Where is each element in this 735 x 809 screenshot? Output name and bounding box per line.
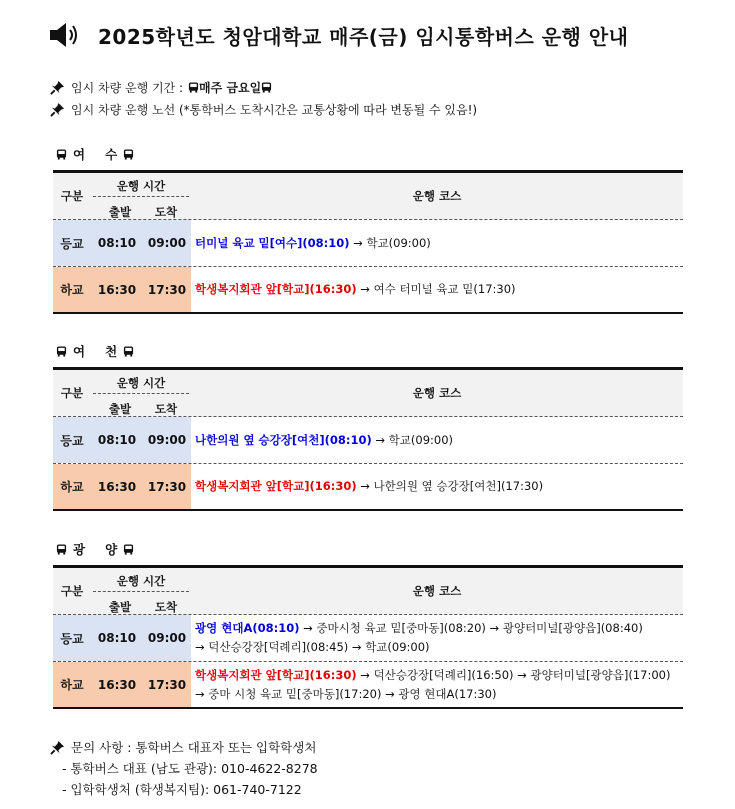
section-name-part: 양 bbox=[105, 542, 118, 557]
contact-title: 문의 사항 : 통학버스 대표자 또는 입학학생처 bbox=[71, 740, 317, 755]
row-arrival: 17:30 bbox=[147, 282, 187, 297]
course-rest: → 나한의원 옆 승강장[여천](17:30) bbox=[356, 479, 544, 493]
course-start: 학생복지회관 앞[학교](16:30) bbox=[195, 667, 357, 682]
header-departure: 출발 bbox=[108, 600, 132, 614]
course-cell bbox=[191, 662, 683, 707]
header-arrival: 도착 bbox=[154, 205, 178, 219]
table-header bbox=[53, 170, 683, 220]
table-row-go bbox=[53, 220, 683, 267]
row-arrival: 17:30 bbox=[147, 479, 187, 494]
table-row-go bbox=[53, 615, 683, 662]
row-arrival: 09:00 bbox=[147, 433, 187, 447]
row-departure: 08:10 bbox=[97, 631, 137, 645]
course-line bbox=[195, 280, 683, 299]
course-line bbox=[195, 619, 683, 638]
course-start: 학생복지회관 앞[학교](16:30) bbox=[195, 282, 357, 296]
course-cell bbox=[191, 464, 683, 509]
route-table-yeosu bbox=[53, 170, 683, 314]
time-cell bbox=[53, 662, 191, 707]
course-rest: → 중마시청 육교 밑[중마동](08:20) → 광양터미널[광양읍](08:40) bbox=[299, 621, 643, 635]
pushpin-icon bbox=[50, 740, 65, 755]
header-course: 운행 코스 bbox=[412, 584, 462, 598]
info-route bbox=[50, 101, 477, 118]
section-head-yeosu bbox=[50, 145, 140, 163]
course-rest: → 학교(09:00) bbox=[349, 235, 431, 250]
course-line bbox=[195, 685, 683, 704]
course-start: 터미널 육교 밑[여수](08:10) bbox=[195, 235, 350, 250]
period-label: 임시 차량 운행 기간 : bbox=[71, 81, 184, 95]
period-value: 매주 금요일 bbox=[199, 81, 262, 95]
bus-icon bbox=[56, 544, 67, 555]
bus-icon bbox=[56, 149, 67, 160]
bus-icon bbox=[56, 346, 67, 357]
route-table-gwangyang bbox=[53, 565, 683, 709]
course-rest: → 여수 터미널 육교 밑(17:30) bbox=[356, 282, 516, 296]
contact-section bbox=[50, 737, 318, 800]
pushpin-icon bbox=[50, 102, 65, 117]
row-type: 하교 bbox=[60, 480, 84, 494]
row-departure: 16:30 bbox=[97, 677, 137, 692]
table-row-back bbox=[53, 464, 683, 511]
time-cell bbox=[53, 464, 191, 509]
page-title: 2025학년도 청암대학교 매주(금) 임시통학버스 운행 안내 bbox=[98, 24, 629, 49]
course-line bbox=[195, 477, 683, 496]
section-name-part: 천 bbox=[105, 344, 118, 359]
time-cell bbox=[53, 220, 191, 266]
bus-icon bbox=[188, 82, 199, 93]
speaker-icon bbox=[48, 20, 82, 50]
header-course: 운행 코스 bbox=[412, 386, 462, 400]
course-cell bbox=[191, 417, 683, 463]
course-line bbox=[195, 638, 683, 657]
page-title-row bbox=[48, 16, 628, 54]
header-divider bbox=[93, 591, 189, 592]
course-cell bbox=[191, 615, 683, 661]
table-header bbox=[53, 367, 683, 417]
course-line bbox=[195, 431, 683, 450]
row-departure: 16:30 bbox=[97, 479, 137, 494]
route-label: 임시 차량 운행 노선 (*통학버스 도착시간은 교통상황에 따라 변동될 수 있음!) bbox=[71, 103, 478, 117]
time-cell bbox=[53, 615, 191, 661]
table-row-back bbox=[53, 662, 683, 709]
header-divider bbox=[93, 393, 189, 394]
header-departure: 출발 bbox=[108, 402, 132, 416]
course-start: 학생복지회관 앞[학교](16:30) bbox=[195, 479, 357, 493]
course-start: 광영 현대A(08:10) bbox=[195, 621, 300, 635]
course-rest: → 덕산승강장[덕례리](16:50) → 광양터미널[광양읍](17:00) bbox=[356, 667, 671, 682]
course-start: 나한의원 옆 승강장[여천](08:10) bbox=[195, 432, 372, 447]
bus-icon bbox=[123, 544, 134, 555]
header-gubun: 구분 bbox=[60, 189, 84, 203]
row-arrival: 09:00 bbox=[147, 631, 187, 645]
row-departure: 08:10 bbox=[97, 433, 137, 447]
section-name-part: 여 bbox=[73, 147, 86, 162]
header-course: 운행 코스 bbox=[412, 189, 462, 203]
section-head-gwangyang bbox=[50, 540, 140, 558]
table-row-go bbox=[53, 417, 683, 464]
header-gubun: 구분 bbox=[60, 386, 84, 400]
row-departure: 08:10 bbox=[97, 236, 137, 250]
table-header bbox=[53, 565, 683, 615]
row-type: 하교 bbox=[60, 678, 84, 692]
header-departure: 출발 bbox=[108, 205, 132, 219]
row-departure: 16:30 bbox=[97, 282, 137, 297]
bus-icon bbox=[261, 82, 272, 93]
header-time: 운행 시간 bbox=[116, 574, 166, 588]
time-cell bbox=[53, 417, 191, 463]
info-period bbox=[50, 79, 272, 96]
section-name-part: 여 bbox=[73, 344, 86, 359]
course-rest: → 학교(09:00) bbox=[371, 432, 454, 447]
course-cell bbox=[191, 220, 683, 266]
header-arrival: 도착 bbox=[154, 402, 178, 416]
time-cell bbox=[53, 267, 191, 312]
row-type: 등교 bbox=[60, 433, 84, 448]
header-gubun: 구분 bbox=[60, 584, 84, 598]
route-table-yeocheon bbox=[53, 367, 683, 511]
header-divider bbox=[93, 196, 189, 197]
row-type: 등교 bbox=[60, 236, 84, 251]
contact-bus-rep: - 통학버스 대표 (남도 관광): 010-4622-8278 bbox=[62, 761, 318, 776]
table-row-back bbox=[53, 267, 683, 314]
header-time: 운행 시간 bbox=[116, 179, 166, 193]
course-line bbox=[195, 234, 683, 253]
section-name-part: 광 bbox=[73, 542, 86, 557]
course-rest: → 덕산승강장[덕례리](08:45) → 학교(09:00) bbox=[195, 640, 430, 654]
bus-icon bbox=[123, 346, 134, 357]
row-type: 하교 bbox=[60, 283, 84, 297]
contact-title-row bbox=[50, 737, 318, 758]
bus-icon bbox=[123, 149, 134, 160]
section-head-yeocheon bbox=[50, 342, 140, 360]
course-cell bbox=[191, 267, 683, 312]
header-arrival: 도착 bbox=[154, 600, 178, 614]
section-name-part: 수 bbox=[105, 147, 118, 162]
course-line bbox=[195, 666, 683, 685]
course-rest: → 중마 시청 육교 밑[중마동](17:20) → 광영 현대A(17:30) bbox=[195, 686, 497, 701]
contact-office: - 입학학생처 (학생복지팀): 061-740-7122 bbox=[62, 782, 302, 797]
header-time: 운행 시간 bbox=[116, 376, 166, 390]
row-arrival: 17:30 bbox=[147, 677, 187, 692]
pushpin-icon bbox=[50, 80, 65, 95]
row-type: 등교 bbox=[60, 631, 84, 646]
row-arrival: 09:00 bbox=[147, 236, 187, 250]
